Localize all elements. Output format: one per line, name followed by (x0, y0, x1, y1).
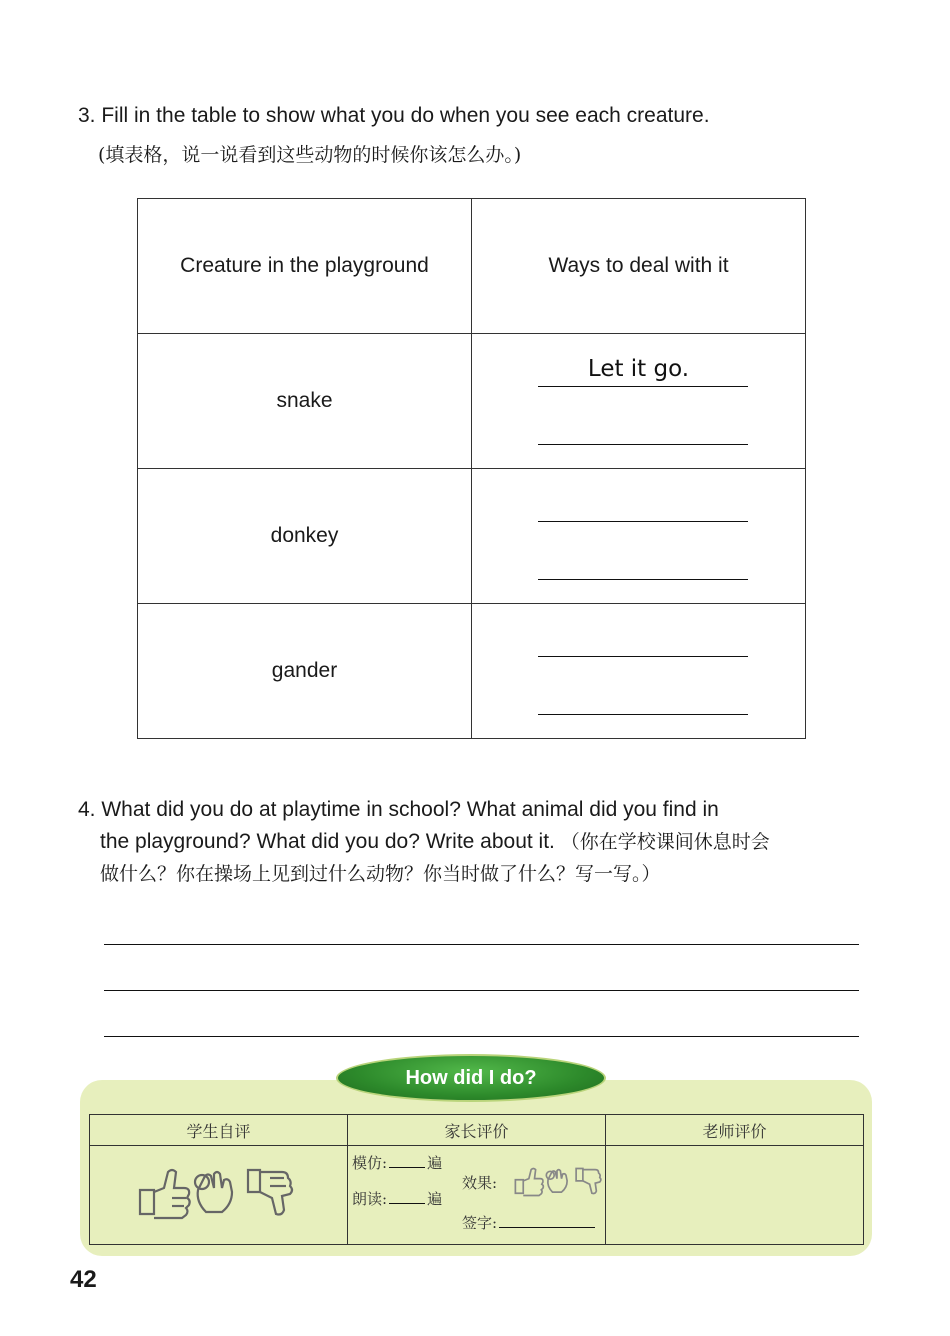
question-4-line2: the playground? What did you do? Write about it. (100, 830, 555, 853)
parent-cell (348, 1146, 605, 1244)
imitate-blank[interactable] (389, 1167, 425, 1168)
thumbs-down-icon[interactable] (576, 1169, 601, 1194)
sign-label: 签字: (462, 1214, 498, 1232)
ways-cell (472, 469, 805, 603)
handwritten-answer: Let it go. (587, 356, 690, 382)
effect-rating-icons (512, 1166, 602, 1198)
imitate-label: 模仿: (352, 1154, 388, 1172)
answer-blank[interactable] (538, 714, 748, 715)
col-teacher: 老师评价 (606, 1115, 864, 1146)
col-student: 学生自评 (90, 1115, 348, 1146)
header-creature: Creature in the playground (138, 199, 472, 334)
answer-blank[interactable] (538, 656, 748, 657)
ok-hand-icon[interactable] (546, 1170, 567, 1193)
table-row (138, 604, 806, 739)
times-label: 遍 (427, 1190, 443, 1208)
writing-line[interactable] (104, 990, 859, 991)
read-label: 朗读: (352, 1190, 388, 1208)
header-ways: Ways to deal with it (472, 199, 806, 334)
table-header-row (138, 199, 806, 334)
ok-hand-icon[interactable] (195, 1172, 232, 1212)
thumbs-up-icon[interactable] (140, 1170, 190, 1218)
student-cell (90, 1146, 348, 1245)
evaluation-table (89, 1114, 864, 1245)
col-parent: 家长评价 (348, 1115, 606, 1146)
table-row (138, 334, 806, 469)
signature-blank[interactable] (499, 1227, 595, 1228)
creature-name: donkey (138, 469, 472, 604)
ways-cell (472, 604, 805, 738)
question-4-line1: 4. What did you do at playtime in school? What animal did you find in (78, 798, 719, 821)
page-number: 42 (70, 1266, 97, 1293)
answer-blank[interactable] (538, 444, 748, 445)
thumbs-up-icon[interactable] (515, 1169, 543, 1196)
writing-line[interactable] (104, 1036, 859, 1037)
answer-blank[interactable] (538, 386, 748, 387)
self-rating-icons (134, 1166, 294, 1222)
creature-name: snake (138, 334, 472, 469)
writing-line[interactable] (104, 944, 859, 945)
teacher-cell[interactable] (606, 1146, 864, 1245)
times-label: 遍 (427, 1154, 443, 1172)
thumbs-down-icon[interactable] (248, 1170, 292, 1215)
creature-name: gander (138, 604, 472, 739)
question-4-line3-zh: 做什么？你在操场上见到过什么动物？你当时做了什么？写一写。） (100, 863, 661, 885)
effect-label: 效果: (462, 1174, 498, 1192)
read-blank[interactable] (389, 1203, 425, 1204)
question-4 (78, 794, 878, 890)
question-4-line2-zh: （你在学校课间休息时会 (560, 831, 770, 853)
answer-blank[interactable] (538, 579, 748, 580)
question-3-subtitle: (填表格，说一说看到这些动物的时候你该怎么办。) (98, 144, 522, 166)
creature-table (137, 198, 806, 739)
evaluation-title: How did I do? (336, 1054, 606, 1102)
table-row (138, 469, 806, 604)
question-3-title: 3. Fill in the table to show what you do when you see each creature. (78, 104, 710, 127)
answer-blank[interactable] (538, 521, 748, 522)
ways-cell (472, 334, 805, 468)
